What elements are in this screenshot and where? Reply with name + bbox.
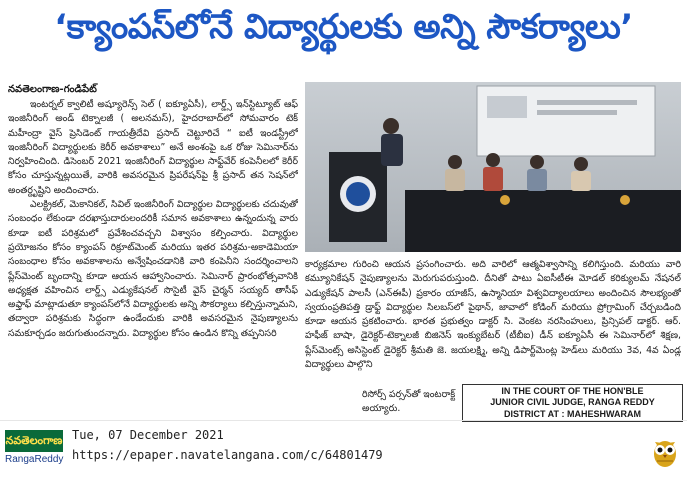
article-paragraph: ఎలక్ట్రికల్, మెకానికల్, సివిల్ ఇంజినీరింగ్ విద్యార్థుల విద్యార్థులకు చదువుతో సంబంధం లేకుండా దరఖాస్తుదారులందరికీ సమాన అవకాశాలు ఉన్నందున్న వారు కూడా ఐటీ పరిశ్రమలో ప్రవేశించవచ్చని విశ్వాసం కల్పించారు. విద్యార్థుల ప్రయోజనం కోసం క్యాంపస్ రిక్రూట్‌మెంట్ మరియు ఇతర పరిశ్రమ-అకాడెమియా సంబంధాల కోసం అవకాశాలను అన్వేషించడానికి వారి కంపెనీని సందర్శించాలని ప్లేస్‌మెంట్ బృందాన్ని కూడా ఆయన ఆహ్వానించారు. సెమినార్ ప్రారంభోత్సవానికి అధ్యక్షత వహించిన లార్డ్స్ ఎడ్యుకేషనల్ సొసైటీ వైస్ చైర్మన్ సయ్యద్ తాసీఫ్ అఫ్తాఫ్ మాట్లాడుతూ క్యాంపస్‌లోనే విద్యార్థులకు అన్ని సౌకర్యాలు కల్పిస్తున్నామని, తద్వారా పరిశ్రమకు సిద్ధంగా ఉండేందుకు వారికి అవసరమైన నైపుణ్యాలను సమకూర్చడం జరుగుతుందన్నారు. విద్యార్థుల కోసం ఉండిన కొన్ని తప్పనిసరి bbox=[8, 199, 298, 339]
article-paragraph: ఇంటర్నల్ క్వాలిటీ అష్యూరెన్స్ సెల్ ( ఐక్యూఏసీ), లార్డ్స్ ఇన్‌స్టిట్యూట్ ఆఫ్ ఇంజినీరింగ్ అండ్ టెక్నాలజీ ( అలనమస్), హైదరాబాద్‌లో సోమవారం టెక్ మహీంద్రా వైస్ ప్రెసిడెంట్ గాయత్రీదేవి ప్రసాద్ చెట్టూరిచే “ ఐటీ ఇండస్ట్రీలో ఇంజినీరింగ్ విద్యార్థులకు కెరీర్ అవకాశాలు” అనే అంశంపై ఒక రోజు సెమినార్‌ను నిర్వహించింది. డిసెంబర్ 2021 ఇంజినీరింగ్ విద్యార్థుల సాఫ్ట్‌వేర్ కంపెనీలలో కెరీర్ కోసం చూస్తున్నట్లయితే, వారికి అవసరమైన ప్రిపరేషన్‌పై శ్రీ ప్రసాద్ తన సెషన్‌లో అంతర్దృష్టిని అందించారు. bbox=[8, 99, 298, 196]
court-notice-line: DISTRICT AT : MAHESHWARAM bbox=[504, 408, 641, 419]
newspaper-edition: RangaReddy bbox=[5, 454, 64, 465]
article-url-link[interactable]: https://epaper.navatelangana.com/c/64801479 bbox=[72, 448, 383, 462]
court-notice-box bbox=[462, 384, 683, 422]
newspaper-logo[interactable] bbox=[5, 430, 63, 468]
footer-divider bbox=[0, 420, 687, 421]
article-right-column bbox=[305, 258, 681, 388]
court-notice-line: IN THE COURT OF THE HON'BLE bbox=[501, 385, 644, 396]
article-left-column bbox=[8, 82, 298, 412]
publication-date: Tue, 07 December 2021 bbox=[72, 428, 224, 442]
article-headline: ‘క్యాంపస్‌లోనే విద్యార్థులకు అన్ని సౌకర్యాలు’ bbox=[54, 7, 633, 47]
event-photo bbox=[305, 82, 681, 252]
article-paragraph: కార్యక్రమాల గురించి ఆయన ప్రసంగించారు. అది వారిలో ఆత్మవిశ్వాసాన్ని కలిగిస్తుంది. మరియు వారి కమ్యూనికేషన్ నైపుణ్యాలను మెరుగుపరుస్తుంది. దీనితో పాటు ఏఐసీటీఈ మోడల్ కరిక్యులమ్ నేషనల్ ఎడ్యుకేషన్ పాలసీ (ఎన్ఈపీ) ప్రకారం యాజీస్, ఉస్మానియా విశ్వవిద్యాలయాలు అందించిన సౌలభ్యంతో స్వయంప్రతిపత్తి డ్రాఫ్ట్ విద్యార్థుల సిలబస్‌లో పైథాన్, జావాలో కోడింగ్ మరియు ప్రోగ్రామింగ్ చేర్చబడింది కూడా ఆయన ప్రకటించారు. భారత ప్రభుత్వం డాక్టర్ సి. వెంకట నరసింహులు, ప్రిన్సిపల్ డాక్టర్. ఆర్. హఫీజ్ బాషా, డైరెక్టర్-టెక్నాలజీ బిజినెస్ ఇంక్యుబేటర్ (టీబీఐ) డీన్ ఐక్యూఏసీ ఈ సెమినార్‌లో శిక్షణ, ప్లేస్‌మెంట్స్ అసిస్టెంట్ డైరెక్టర్ శ్రీమతి జె. జయలక్ష్మి, అన్ని డిపార్ట్‌మెంట్ల హెడ్‌లు మరియు 3వ, 4వ ఏండ్ల విద్యార్థులు పాల్గొని bbox=[305, 259, 681, 371]
event-photo-illustration bbox=[305, 82, 681, 252]
court-notice-line: JUNIOR CIVIL JUDGE, RANGA REDDY bbox=[490, 397, 655, 408]
owl-icon bbox=[650, 434, 680, 468]
newspaper-logo-text: నవతెలంగాణ bbox=[5, 430, 63, 452]
article-tail-text: రిసోర్స్ పర్సన్‌తో ఇంటరాక్ట్ అయ్యారు. bbox=[362, 389, 456, 415]
article-dateline: నవతెలంగాణ-గండిపేట్ bbox=[8, 84, 97, 95]
